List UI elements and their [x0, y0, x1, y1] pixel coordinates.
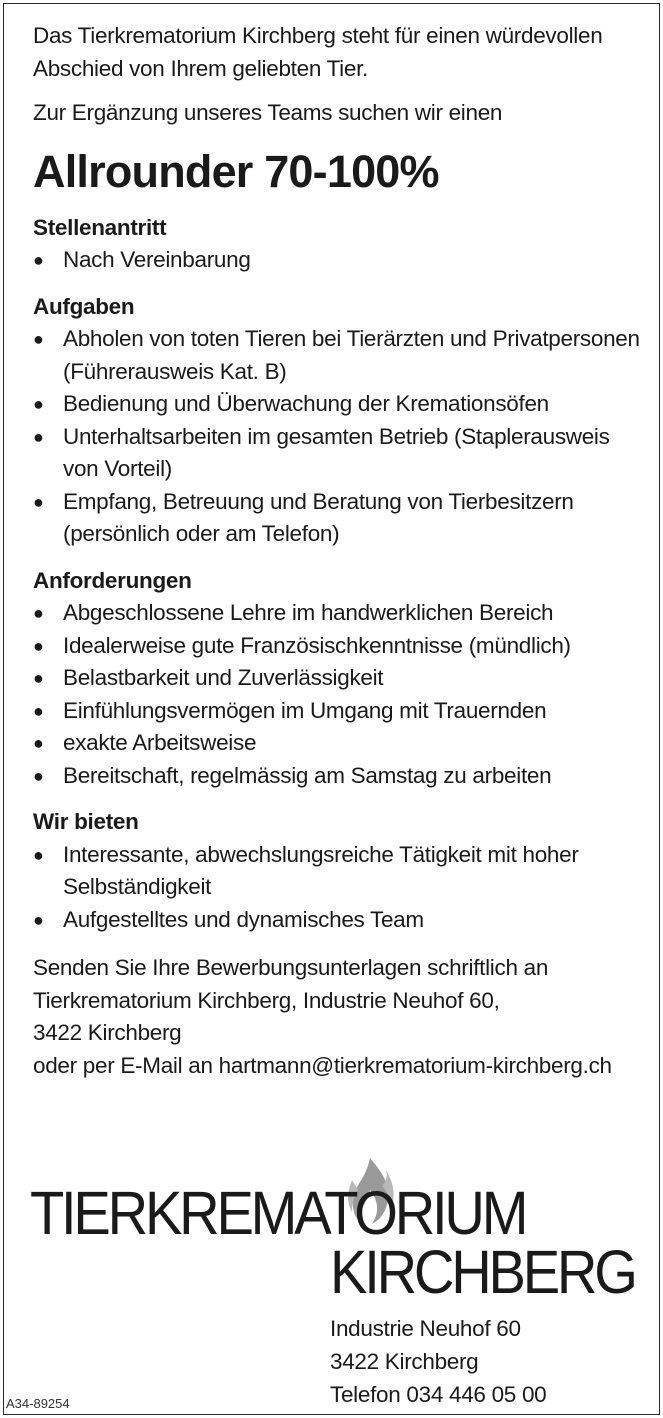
bullet-icon: ●	[33, 603, 44, 623]
company-logo	[30, 1150, 650, 1306]
list-item	[33, 244, 643, 277]
list-item	[33, 323, 643, 388]
list-item-text: Bereitschaft, regelmässig am Samstag zu arbeiten	[63, 762, 552, 788]
ad-reference-number: A34-89254	[6, 1396, 70, 1411]
list-item-text: Einfühlungsvermögen im Umgang mit Trauernden	[63, 697, 547, 723]
bullet-icon: ●	[33, 250, 44, 270]
section-aufgaben	[33, 291, 643, 551]
list-item-text: Aufgestelltes und dynamisches Team	[63, 906, 424, 932]
job-ad-content	[33, 20, 643, 1082]
list-item-text: Unterhaltsarbeiten im gesamten Betrieb (Staplerausweis von Vorteil)	[63, 423, 610, 481]
bullet-icon: ●	[33, 844, 44, 865]
bullet-icon: ●	[33, 909, 44, 930]
list-item-text: exakte Arbeitsweise	[63, 730, 257, 755]
list-item	[33, 904, 643, 937]
bullet-icon: ●	[33, 394, 44, 414]
job-title: Allrounder 70-100%	[33, 145, 439, 197]
bullet-icon: ●	[33, 765, 44, 786]
section-title: Anforderungen	[33, 567, 192, 593]
apply-line: 3422 Kirchberg	[33, 1020, 182, 1045]
list-item-text: Nach Vereinbarung	[63, 247, 251, 272]
bullet-list	[33, 597, 643, 792]
list-item	[33, 760, 643, 793]
section-stellenantritt	[33, 212, 643, 277]
list-item	[33, 597, 643, 630]
sections	[33, 212, 643, 937]
section-title: Stellenantritt	[33, 214, 167, 240]
bullet-icon: ●	[33, 329, 44, 349]
list-item	[33, 695, 643, 728]
bullet-icon: ●	[33, 635, 44, 656]
apply-email-line: oder per E-Mail an hartmann@tierkrematorium-kirchberg.ch	[33, 1052, 612, 1078]
application-instructions	[33, 952, 643, 1082]
section-wir-bieten	[33, 806, 643, 936]
list-item	[33, 839, 643, 904]
list-item	[33, 421, 643, 486]
bullet-list	[33, 244, 643, 277]
bullet-list	[33, 323, 643, 551]
list-item-text: Abholen von toten Tieren bei Tierärzten und Privatpersonen (Führerausweis Kat. B)	[63, 326, 640, 384]
list-item	[33, 630, 643, 663]
apply-line: Senden Sie Ihre Bewerbungsunterlagen schriftlich an	[33, 955, 549, 980]
bullet-icon: ●	[33, 491, 44, 512]
address-city: 3422 Kirchberg	[330, 1349, 479, 1374]
list-item-text: Bedienung und Überwachung der Kremationsöfen	[63, 391, 549, 416]
section-anforderungen	[33, 565, 643, 793]
list-item-text: Abgeschlossene Lehre im handwerklichen Bereich	[63, 600, 554, 625]
section-title: Aufgaben	[33, 293, 135, 319]
bullet-icon: ●	[33, 700, 44, 721]
list-item	[33, 662, 643, 695]
list-item-text: Empfang, Betreuung und Beratung von Tierbesitzern (persönlich oder am Telefon)	[63, 488, 574, 546]
bullet-icon: ●	[33, 426, 44, 447]
apply-line: Tierkrematorium Kirchberg, Industrie Neuhof 60,	[33, 987, 500, 1013]
logo-wordmark-sub: KIRCHBERG	[330, 1238, 635, 1306]
list-item	[33, 727, 643, 760]
list-item-text: Idealerweise gute Französischkenntnisse (mündlich)	[63, 632, 571, 658]
list-item	[33, 486, 643, 551]
company-address	[330, 1312, 546, 1411]
bullet-list	[33, 839, 643, 937]
address-street: Industrie Neuhof 60	[330, 1316, 521, 1341]
list-item	[33, 388, 643, 421]
bullet-icon: ●	[33, 668, 44, 688]
address-phone: Telefon 034 446 05 00	[330, 1382, 547, 1407]
bullet-icon: ●	[33, 733, 44, 753]
intro-lead: Zur Ergänzung unseres Teams suchen wir einen	[33, 100, 503, 125]
logo-wordmark: TIERKREMATORIUM	[30, 1179, 526, 1247]
list-item-text: Belastbarkeit und Zuverlässigkeit	[63, 665, 384, 690]
section-title: Wir bieten	[33, 809, 139, 834]
list-item-text: Interessante, abwechslungsreiche Tätigkeit mit hoher Selbständigkeit	[63, 841, 579, 899]
intro-text: Das Tierkrematorium Kirchberg steht für einen würdevollen Abschied von Ihrem geliebten Tier.	[33, 23, 603, 81]
